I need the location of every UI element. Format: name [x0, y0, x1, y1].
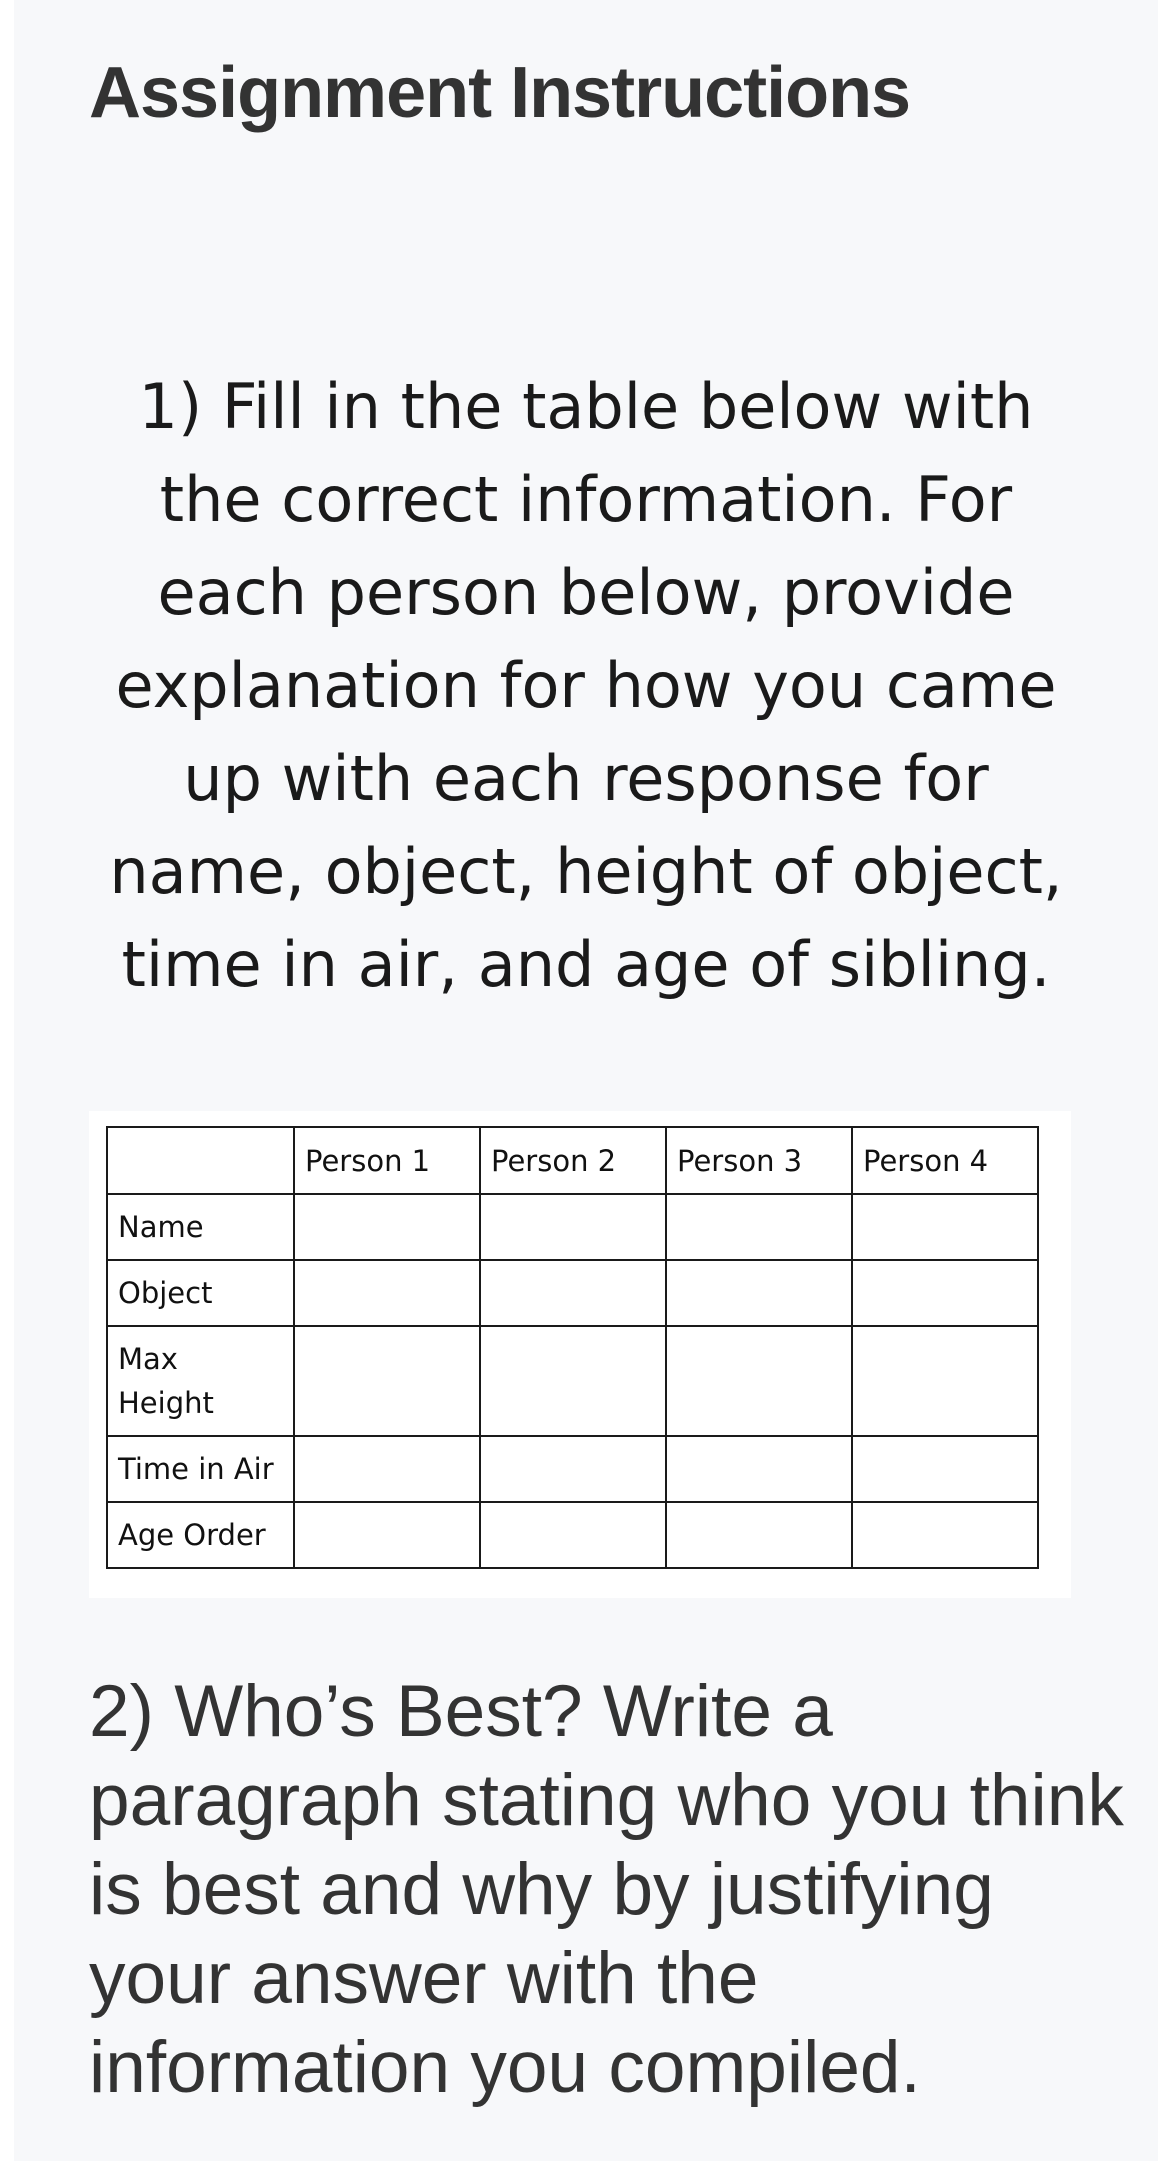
table-cell	[666, 1326, 852, 1436]
row-label-object: Object	[107, 1260, 294, 1326]
table-cell	[666, 1436, 852, 1502]
table-row-age-order	[107, 1502, 1038, 1568]
table-cell	[480, 1194, 666, 1260]
table-row-max-height	[107, 1326, 1038, 1436]
table-header-person-1: Person 1	[294, 1127, 480, 1194]
table-header-person-4: Person 4	[852, 1127, 1038, 1194]
table-cell	[294, 1436, 480, 1502]
table-cell	[666, 1194, 852, 1260]
table-header-blank	[107, 1127, 294, 1194]
row-label-name: Name	[107, 1194, 294, 1260]
table-cell	[852, 1326, 1038, 1436]
instruction-step-1: 1) Fill in the table below with the correct information. For each person below, provide explanation for how you came up with each response for name, object, height of object, time in air, and age of sibling.	[109, 370, 1063, 1001]
table-cell	[294, 1260, 480, 1326]
table-header-row	[107, 1127, 1038, 1194]
table-header-person-3: Person 3	[666, 1127, 852, 1194]
table-row-time-in-air	[107, 1436, 1038, 1502]
instruction-step-2: 2) Who’s Best? Write a paragraph stating who you think is best and why by justifying your answer with the information you compiled.	[89, 1671, 1124, 2108]
row-label-max-height: Max Height	[107, 1326, 294, 1436]
table-cell	[480, 1502, 666, 1568]
table-cell	[480, 1260, 666, 1326]
row-label-time-in-air: Time in Air	[107, 1436, 294, 1502]
assignment-table	[106, 1126, 1039, 1569]
table-cell	[666, 1260, 852, 1326]
table-figure	[89, 1111, 1071, 1598]
table-header-person-2: Person 2	[480, 1127, 666, 1194]
page-container	[14, 0, 1158, 2161]
table-row-object	[107, 1260, 1038, 1326]
table-cell	[852, 1194, 1038, 1260]
table-cell	[480, 1326, 666, 1436]
page-title: Assignment Instructions	[89, 53, 911, 133]
table-cell	[294, 1502, 480, 1568]
row-label-age-order: Age Order	[107, 1502, 294, 1568]
table-cell	[666, 1502, 852, 1568]
table-cell	[294, 1194, 480, 1260]
table-cell	[852, 1436, 1038, 1502]
table-cell	[852, 1502, 1038, 1568]
table-row-name	[107, 1194, 1038, 1260]
table-cell	[852, 1260, 1038, 1326]
table-cell	[294, 1326, 480, 1436]
table-cell	[480, 1436, 666, 1502]
